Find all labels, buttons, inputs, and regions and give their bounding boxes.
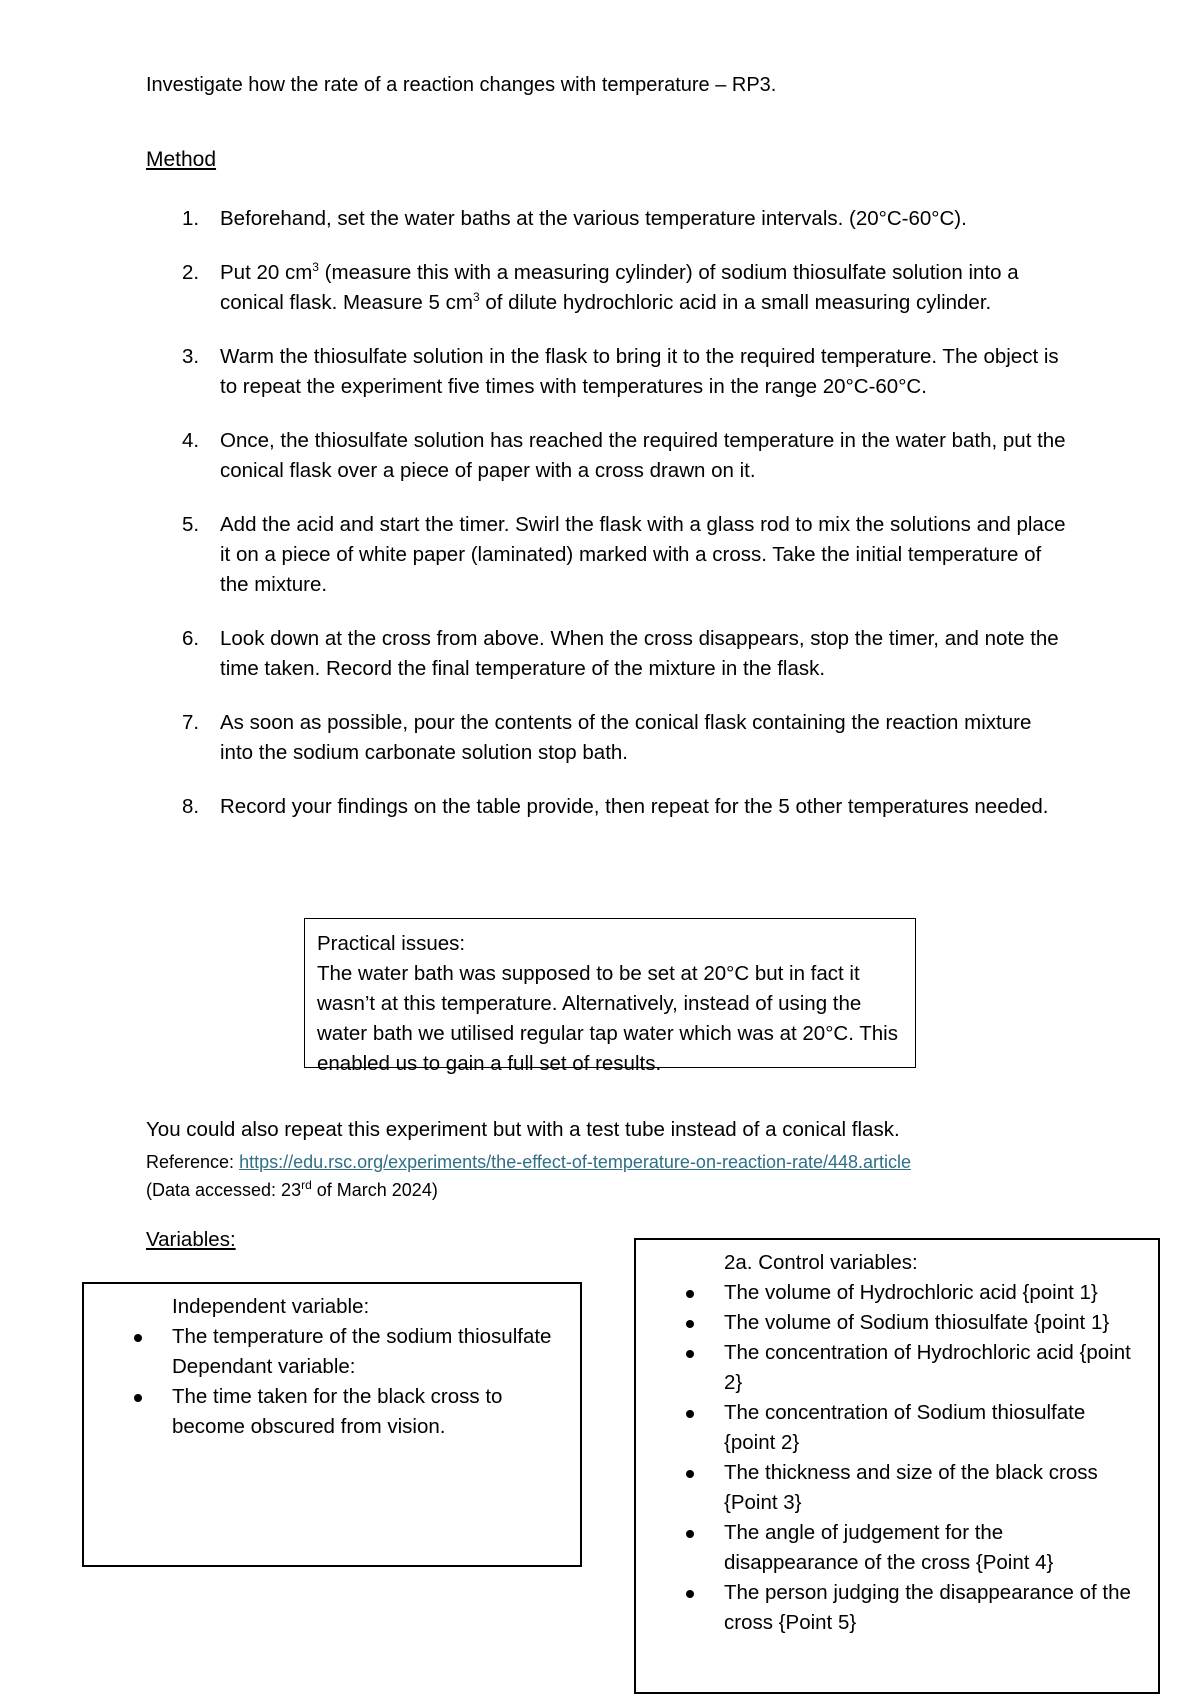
reference-block (146, 1148, 911, 1204)
step-text: Once, the thiosulfate solution has reached the required temperature in the water bath, put the conical flask over a piece of paper with a cross drawn on it. (220, 429, 1066, 482)
step-number: 1. (182, 207, 200, 230)
independent-dependent-box (82, 1282, 582, 1567)
control-variables-list (724, 1278, 1138, 1638)
method-steps (146, 204, 1066, 846)
list-item: The volume of Sodium thiosulfate {point 1} (724, 1308, 1138, 1338)
control-variables-box (634, 1238, 1160, 1694)
method-step (146, 258, 1066, 318)
list-item: The volume of Hydrochloric acid {point 1} (724, 1278, 1138, 1308)
list-item: The time taken for the black cross to become obscured from vision. (172, 1382, 580, 1442)
method-step (146, 708, 1066, 768)
independent-variable-list (172, 1322, 580, 1352)
dependent-variable-list (172, 1382, 580, 1442)
step-number: 2. (182, 261, 200, 284)
method-step (146, 204, 1066, 234)
list-item: The concentration of Hydrochloric acid {point 2} (724, 1338, 1138, 1398)
reference-link[interactable]: https://edu.rsc.org/experiments/the-effect-of-temperature-on-reaction-rate/448.article (239, 1152, 912, 1172)
step-number: 6. (182, 627, 200, 650)
access-date (146, 1176, 911, 1204)
access-date-text: (Data accessed: 23 (146, 1180, 302, 1200)
step-text: As soon as possible, pour the contents of the conical flask containing the reaction mixture into the sodium carbonate solution stop bath. (220, 711, 1032, 764)
superscript: 3 (472, 290, 480, 305)
method-step (146, 792, 1066, 822)
practical-issues-heading: Practical issues: (317, 932, 466, 955)
method-step (146, 624, 1066, 684)
step-text-part: (measure this with a measuring cylinder) of sodium thiosulfate solution into a conical flask. Measure 5 cm (220, 261, 1019, 314)
step-text: Warm the thiosulfate solution in the flask to bring it to the required temperature. The object is to repeat the experiment five times with temperatures in the range 20°C-60°C. (220, 345, 1059, 398)
control-variables-label: 2a. Control variables: (724, 1251, 918, 1274)
method-step (146, 342, 1066, 402)
step-number: 4. (182, 429, 200, 452)
step-text-part: of dilute hydrochloric acid in a small measuring cylinder. (479, 291, 992, 314)
list-item: The angle of judgement for the disappearance of the cross {Point 4} (724, 1518, 1138, 1578)
list-item: The thickness and size of the black cross {Point 3} (724, 1458, 1138, 1518)
method-heading: Method (146, 148, 217, 171)
list-item: The concentration of Sodium thiosulfate {point 2} (724, 1398, 1138, 1458)
document-title: Investigate how the rate of a reaction changes with temperature – RP3. (146, 74, 777, 96)
practical-issues-box (304, 918, 916, 1075)
list-item: The temperature of the sodium thiosulfate (172, 1322, 580, 1352)
step-number: 5. (182, 513, 200, 536)
step-text: Beforehand, set the water baths at the various temperature intervals. (20°C-60°C). (220, 207, 967, 230)
reference-line (146, 1148, 911, 1176)
extension-note: You could also repeat this experiment but with a test tube instead of a conical flask. (146, 1118, 900, 1141)
method-step (146, 510, 1066, 600)
method-step (146, 426, 1066, 486)
variables-heading: Variables: (146, 1228, 236, 1251)
step-number: 8. (182, 795, 200, 818)
access-date-text: of March 2024) (311, 1180, 438, 1200)
practical-issues-text: The water bath was supposed to be set at 20°C but in fact it wasn’t at this temperature. Alternatively, instead of using the water bath we utilised regular tap water which was at 20°C. This enabled us to gain a full set of results. (317, 962, 898, 1075)
dependent-variable-label: Dependant variable: (172, 1355, 356, 1378)
step-text: Record your findings on the table provide, then repeat for the 5 other temperatures needed. (220, 795, 1049, 818)
step-number: 3. (182, 345, 200, 368)
superscript: 3 (312, 260, 319, 275)
step-number: 7. (182, 711, 200, 734)
superscript: rd (301, 1178, 312, 1192)
reference-label: Reference: (146, 1152, 240, 1172)
independent-variable-label: Independent variable: (172, 1295, 370, 1318)
step-text: Add the acid and start the timer. Swirl the flask with a glass rod to mix the solutions and place it on a piece of white paper (laminated) marked with a cross. Take the initial temperature of the mixture. (220, 513, 1066, 596)
step-text: Look down at the cross from above. When the cross disappears, stop the timer, and note the time taken. Record the final temperature of the mixture in the flask. (220, 627, 1059, 680)
list-item: The person judging the disappearance of the cross {Point 5} (724, 1578, 1138, 1638)
step-text-part: Put 20 cm (220, 261, 313, 284)
